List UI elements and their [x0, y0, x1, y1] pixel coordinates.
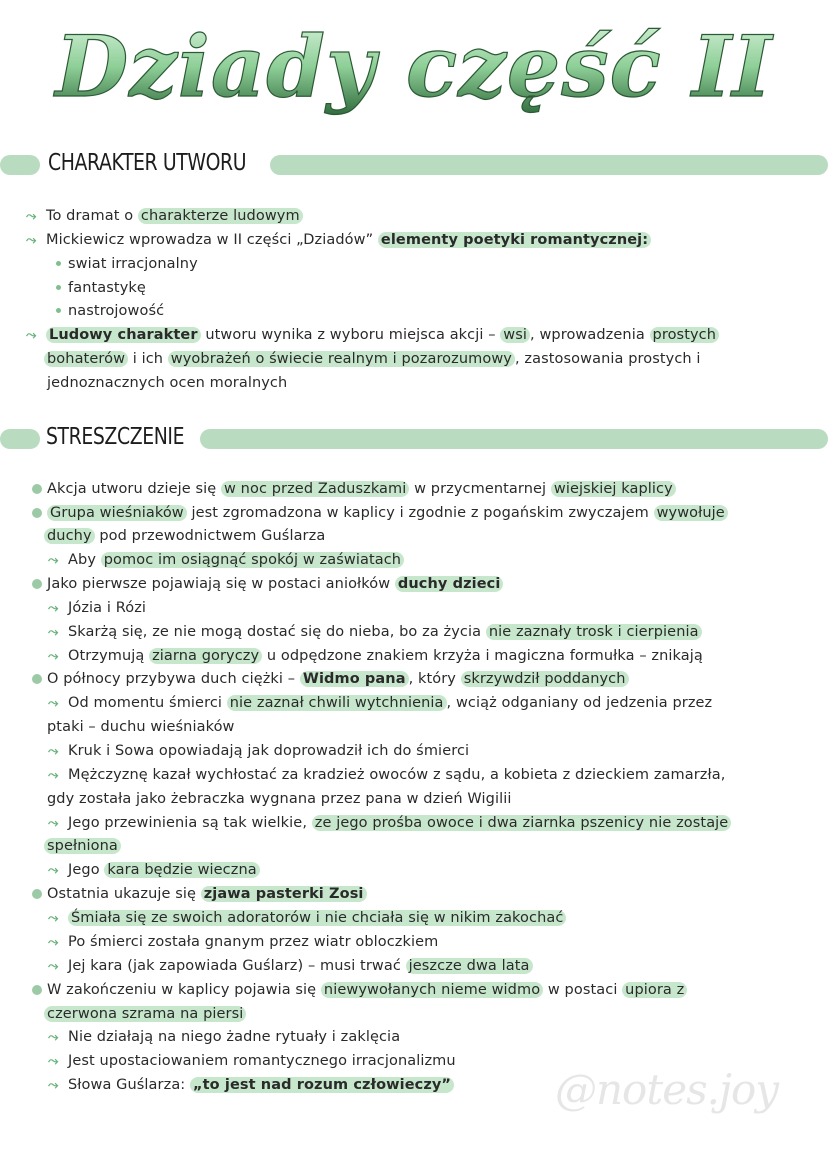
section-bar-right [270, 155, 828, 175]
list-item: Akcja utworu dzieje się w noc przed Zaduszkami w przycmentarnej wiejskiej kaplicy [32, 479, 676, 499]
squiggle-arrow-icon: ⤳ [48, 1054, 59, 1069]
squiggle-arrow-icon: ⤳ [48, 911, 59, 926]
list-item: ⤳ Jest upostaciowaniem romantycznego irracjonalizmu [48, 1051, 456, 1072]
list-item: ⤳ Aby pomoc im osiągnąć spokój w zaświatach [48, 550, 404, 571]
list-item: fantastykę [56, 278, 146, 298]
list-item: Ostatnia ukazuje się zjawa pasterki Zosi [32, 884, 367, 904]
section-bar-left [0, 429, 40, 449]
list-item: ⤳ Po śmierci została gnanym przez wiatr obloczkiem [48, 932, 438, 953]
list-item: Jako pierwsze pojawiają się w postaci aniołków duchy dzieci [32, 574, 503, 594]
bullet-icon [56, 285, 61, 290]
bullet-icon [56, 261, 61, 266]
list-item: swiat irracjonalny [56, 254, 198, 274]
list-item: W zakończeniu w kaplicy pojawia się niewywołanych nieme widmo w postaci upiora z [32, 980, 687, 1000]
bullet-icon [32, 484, 42, 494]
bullet-icon [32, 985, 42, 995]
squiggle-arrow-icon: ⤳ [48, 1078, 59, 1093]
squiggle-arrow-icon: ⤳ [48, 649, 59, 664]
squiggle-arrow-icon: ⤳ [48, 768, 59, 783]
list-item: spełniona [44, 836, 121, 856]
squiggle-arrow-icon: ⤳ [48, 601, 59, 616]
squiggle-arrow-icon: ⤳ [48, 816, 59, 831]
list-item: ⤳ To dramat o charakterze ludowym [26, 206, 303, 227]
list-item: bohaterów i ich wyobrażeń o świecie realnym i pozarozumowy , zastosowania prostych i [44, 349, 701, 369]
section-bar-left [0, 155, 40, 175]
squiggle-arrow-icon: ⤳ [48, 959, 59, 974]
section-title: CHARAKTER UTWORU [48, 150, 247, 176]
list-item: czerwona szrama na piersi [44, 1004, 246, 1024]
squiggle-arrow-icon: ⤳ [26, 209, 37, 224]
squiggle-arrow-icon: ⤳ [48, 1030, 59, 1045]
squiggle-arrow-icon: ⤳ [48, 863, 59, 878]
list-item: nastrojowość [56, 301, 164, 321]
list-item: ⤳ Ludowy charakter utworu wynika z wyboru miejsca akcji – wsi , wprowadzenia prostych [26, 325, 719, 346]
squiggle-arrow-icon: ⤳ [26, 233, 37, 248]
bullet-icon [56, 308, 61, 313]
list-item: O północy przybywa duch ciężki – Widmo pana , który skrzywdził poddanych [32, 669, 629, 689]
list-item: Grupa wieśniaków jest zgromadzona w kaplicy i zgodnie z pogańskim zwyczajem wywołuje [32, 503, 728, 523]
list-item: jednoznacznych ocen moralnych [47, 375, 288, 391]
list-item: ⤳ Jej kara (jak zapowiada Guślarz) – musi trwać jeszcze dwa lata [48, 956, 533, 977]
list-item: ptaki – duchu wieśniaków [47, 719, 235, 735]
bullet-icon [32, 579, 42, 589]
list-item: ⤳ Mickiewicz wprowadza w II części „Dziadów” elementy poetyki romantycznej: [26, 230, 651, 251]
list-item: ⤳ Skarżą się, ze nie mogą dostać się do nieba, bo za życia nie zaznały trosk i cierpienia [48, 622, 702, 643]
squiggle-arrow-icon: ⤳ [48, 744, 59, 759]
squiggle-arrow-icon: ⤳ [48, 935, 59, 950]
squiggle-arrow-icon: ⤳ [26, 328, 37, 343]
squiggle-arrow-icon: ⤳ [48, 625, 59, 640]
list-item: ⤳ Słowa Guślarza: „to jest nad rozum człowieczy” [48, 1075, 454, 1096]
title-text: Dziady część II [55, 17, 773, 116]
list-item: ⤳ Nie działają na niego żadne rytuały i zaklęcia [48, 1027, 400, 1048]
list-item: ⤳ Od momentu śmierci nie zaznał chwili wytchnienia , wciąż odganiany od jedzenia przez [48, 693, 712, 714]
list-item: ⤳ Józia i Rózi [48, 598, 146, 619]
squiggle-arrow-icon: ⤳ [48, 553, 59, 568]
section-title: STRESZCZENIE [46, 424, 185, 450]
page-title [0, 4, 828, 124]
squiggle-arrow-icon: ⤳ [48, 696, 59, 711]
list-item: ⤳ Śmiała się ze swoich adoratorów i nie chciała się w nikim zakochać [48, 908, 566, 929]
list-item: gdy została jako żebraczka wygnana przez pana w dzień Wigilii [47, 791, 512, 807]
list-item: ⤳ Otrzymują ziarna goryczy u odpędzone znakiem krzyża i magiczna formułka – znikają [48, 646, 703, 667]
section-header-charakter [0, 152, 828, 178]
bullet-icon [32, 508, 42, 518]
list-item: ⤳ Jego kara będzie wieczna [48, 860, 260, 881]
section-bar-right [200, 429, 828, 449]
watermark: @notes.joy [555, 1065, 779, 1114]
section-header-streszczenie [0, 426, 828, 452]
list-item: ⤳ Kruk i Sowa opowiadają jak doprowadził ich do śmierci [48, 741, 469, 762]
list-item: ⤳ Jego przewinienia są tak wielkie, ze jego prośba owoce i dwa ziarnka pszenicy nie zostaje [48, 813, 731, 834]
list-item: ⤳ Mężczyznę kazał wychłostać za kradzież owoców z sądu, a kobieta z dzieckiem zamarzła, [48, 765, 725, 786]
bullet-icon [32, 889, 42, 899]
bullet-icon [32, 674, 42, 684]
title-graphic [0, 4, 828, 124]
list-item: duchy pod przewodnictwem Guślarza [44, 526, 325, 546]
